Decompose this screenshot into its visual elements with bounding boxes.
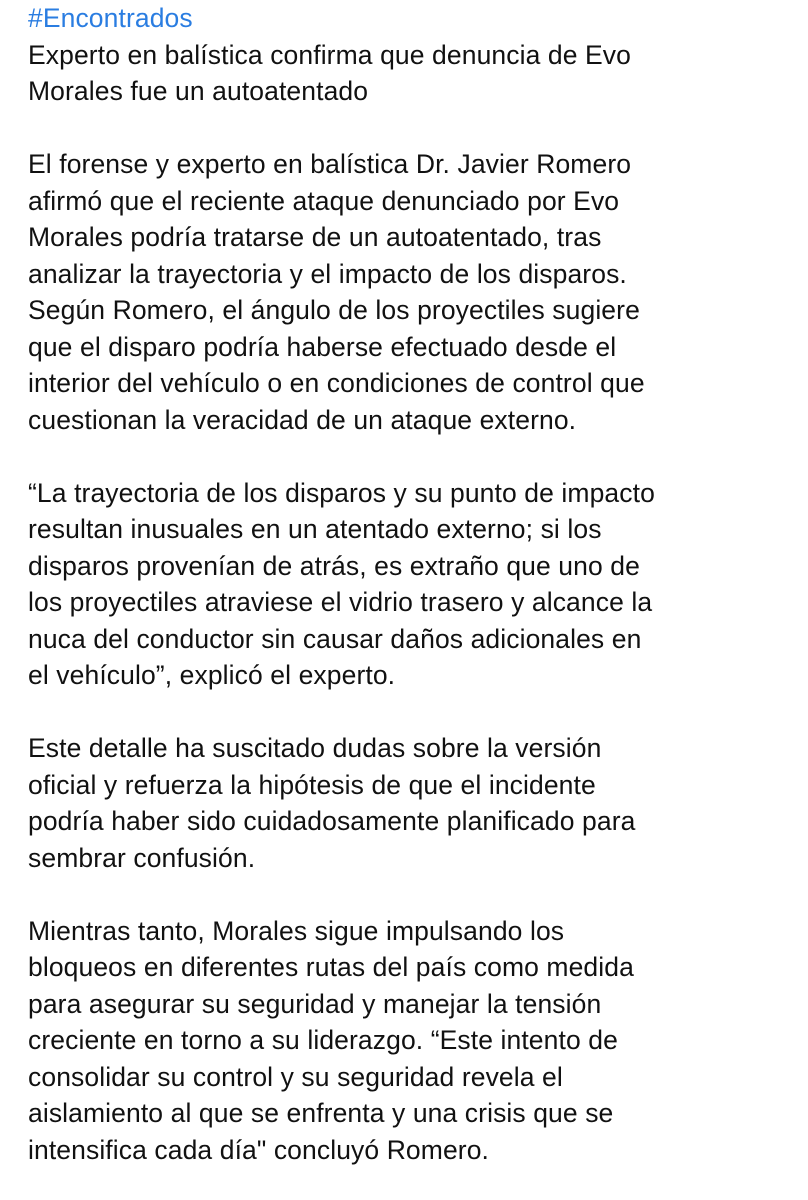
paragraph-line: Según Romero, el ángulo de los proyectiles sugiere [28, 295, 640, 325]
paragraph-gap [28, 438, 794, 475]
paragraph-line: cuestionan la veracidad de un ataque externo. [28, 404, 577, 435]
paragraph-4 [28, 913, 794, 1169]
paragraph-line: aislamiento al que se enfrenta y una crisis que se [28, 1098, 614, 1128]
paragraph-line: creciente en torno a su liderazgo. “Este intento de [28, 1025, 618, 1055]
paragraph-gap [28, 694, 794, 731]
paragraph-line: el vehículo”, explicó el experto. [28, 660, 396, 690]
paragraph-gap [28, 110, 794, 147]
paragraph-line: resultan inusuales en un atentado externo; si los [28, 514, 602, 544]
paragraph-line: bloqueos en diferentes rutas del país como medida [28, 952, 634, 982]
paragraph-line: sembrar confusión. [28, 842, 256, 873]
paragraph-line: analizar la trayectoria y el impacto de los disparos. [28, 258, 627, 289]
paragraph-line: “La trayectoria de los disparos y su punto de impacto [28, 477, 655, 508]
paragraph-line: interior del vehículo o en condiciones de control que [28, 368, 645, 398]
paragraph-line: los proyectiles atraviese el vidrio trasero y alcance la [28, 587, 653, 617]
headline [28, 37, 794, 110]
paragraph-line: Morales podría tratarse de un autoatentado, tras [28, 222, 602, 252]
paragraph-line: afirmó que el reciente ataque denunciado por Evo [28, 185, 620, 216]
paragraph-line: Mientras tanto, Morales sigue impulsando los [28, 915, 565, 946]
hashtag-link[interactable]: #Encontrados [28, 3, 193, 33]
paragraph-line: disparos provenían de atrás, es extraño que uno de [28, 550, 640, 581]
paragraph-3 [28, 730, 794, 876]
paragraph-line: nuca del conductor sin causar daños adicionales en [28, 623, 642, 654]
paragraph-line: podría haber sido cuidadosamente planificado para [28, 806, 636, 836]
paragraph-line: intensifica cada día" concluyó Romero. [28, 1134, 490, 1165]
paragraph-gap [28, 876, 794, 913]
paragraph-line: para asegurar su seguridad y manejar la tensión [28, 988, 602, 1019]
paragraph-1 [28, 146, 794, 438]
paragraph-line: que el disparo podría haberse efectuado desde el [28, 331, 617, 362]
headline-line: Experto en balística confirma que denuncia de Evo [28, 39, 631, 70]
paragraph-line: El forense y experto en balística Dr. Javier Romero [28, 149, 632, 179]
paragraph-line: oficial y refuerza la hipótesis de que el incidente [28, 769, 596, 800]
paragraph-line: consolidar su control y su seguridad revela el [28, 1061, 563, 1092]
headline-line: Morales fue un autoatentado [28, 76, 369, 106]
paragraph-2-quote [28, 475, 794, 694]
paragraph-line: Este detalle ha suscitado dudas sobre la versión [28, 733, 602, 763]
